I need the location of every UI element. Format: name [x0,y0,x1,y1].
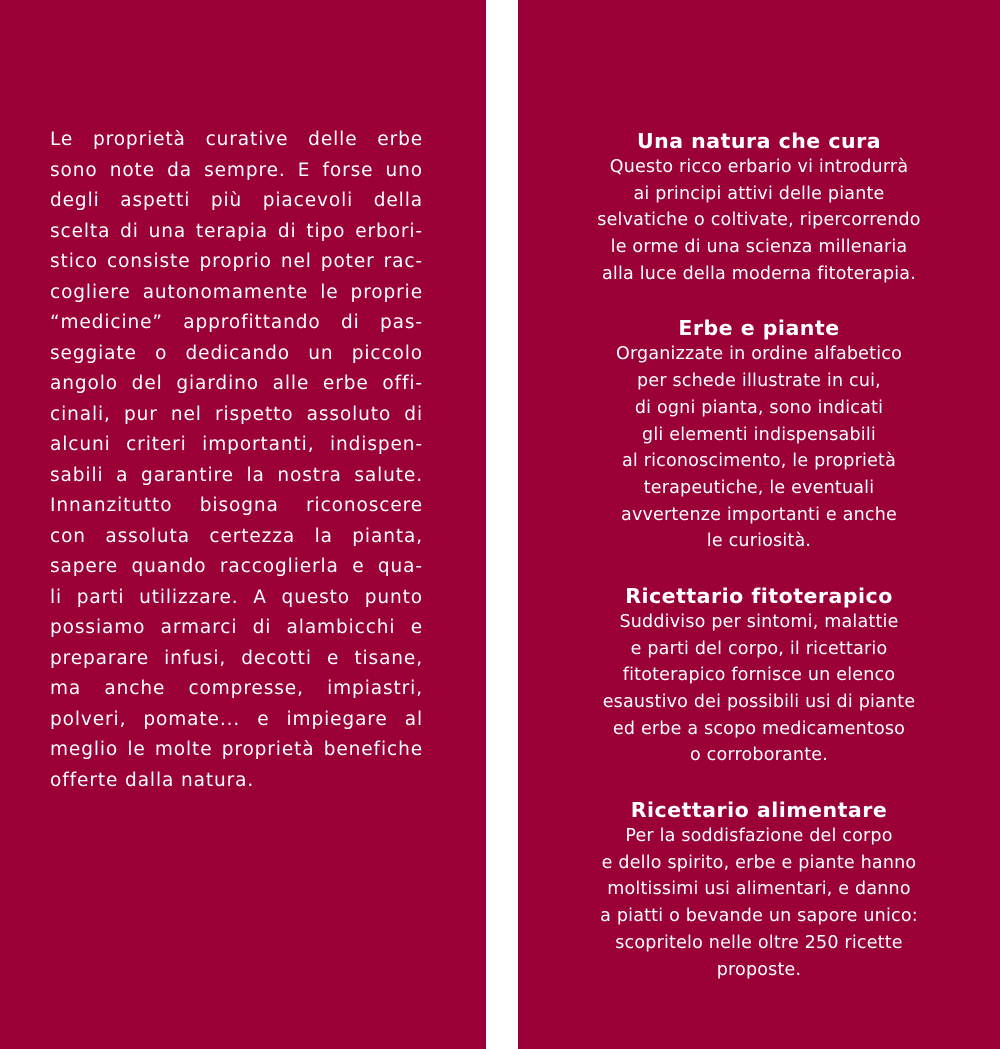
section-text-line: ed erbe a scopo medicamentoso [612,718,906,739]
section-text-line: Questo ricco erbario vi introdurrà [609,157,909,177]
intro-line: Innanzitutto bisogna riconoscere [50,495,423,516]
section-text-line: terapeutiche, le eventuali [643,477,875,498]
intro-line: ma anche compresse, impiastri, [50,678,423,699]
center-gutter [486,0,518,1049]
section-text-line: alla luce della moderna fitoterapia. [601,263,916,284]
section-text-line: di ogni pianta, sono indicati [634,397,884,418]
section-text-line: a piatti o bevande un sapore unico: [600,906,918,927]
intro-line: offerte dalla natura. [50,769,255,791]
feature-section [518,128,1000,287]
section-text-line: per schede illustrate in cui, [637,371,881,392]
section-title: Una natura che cura [636,129,882,153]
intro-line: con assoluta certezza la pianta, [50,525,423,547]
section-text-line: al riconoscimento, le proprietà [621,451,897,472]
intro-line: degli aspetti più piacevoli della [50,190,423,211]
section-text-line: le curiosità. [706,531,812,552]
intro-line: stico consiste proprio nel poter rac- [50,251,423,272]
section-text-line: le orme di una scienza millenaria [610,237,908,258]
section-text-line: o corroborante. [689,745,829,766]
intro-line: cogliere autonomamente le proprie [50,281,423,303]
section-text-line: esaustivo dei possibili usi di piante [602,692,916,712]
section-text-line: e parti del corpo, il ricettario [630,638,888,659]
feature-section [518,797,1000,983]
section-text-line: moltissimi usi alimentari, e danno [607,879,911,900]
intro-line: cinali, pur nel rispetto assoluto di [50,403,423,425]
section-title: Erbe e piante [678,316,840,341]
intro-line: sono note da sempre. E forse uno [50,159,423,181]
intro-line: scelta di una terapia di tipo erbori- [50,220,423,242]
section-title: Ricettario alimentare [630,798,888,823]
section-title: Ricettario fitoterapico [625,583,893,608]
section-text-line: fitoterapico fornisce un elenco [622,665,896,686]
right-panel [518,0,1000,1049]
intro-line: sapere quando raccoglierla e qua- [50,556,423,577]
intro-line: possiamo armarci di alambicchi e [50,617,423,638]
section-text-line: scopritelo nelle oltre 250 ricette [615,932,903,953]
left-panel [0,0,486,1049]
feature-section [518,315,1000,555]
intro-line: preparare infusi, decotti e tisane, [50,647,423,669]
section-text-line: Per la soddisfazione del corpo [625,826,893,847]
intro-line: sabili a garantire la nostra salute. [50,464,423,486]
section-text-line: Organizzate in ordine alfabetico [615,344,903,365]
intro-line: li parti utilizzare. A questo punto [50,586,423,608]
section-text-line: ai principi attivi delle piante [633,183,885,204]
intro-line: polveri, pomate... e impiegare al [50,708,423,730]
section-text-line: gli elementi indispensabili [642,424,876,445]
section-text-line: e dello spirito, erbe e piante hanno [601,852,917,873]
intro-line: “medicine” approfittando di pas- [50,312,423,333]
intro-line: seggiate o dedicando un piccolo [50,342,423,364]
section-text-line: Suddiviso per sintomi, malattie [619,611,899,632]
section-text-line: avvertenze importanti e anche [621,504,897,525]
intro-line: alcuni criteri importanti, indispen- [50,434,423,455]
section-text-line: proposte. [716,959,802,980]
feature-section [518,583,1000,769]
intro-line: Le proprietà curative delle erbe [50,129,423,150]
section-text-line: selvatiche o coltivate, ripercorrendo [597,210,921,231]
intro-line: meglio le molte proprietà benefiche [50,739,423,760]
features-list [518,128,1000,983]
intro-paragraph [50,125,486,796]
intro-line: angolo del giardino alle erbe offi- [50,373,423,394]
